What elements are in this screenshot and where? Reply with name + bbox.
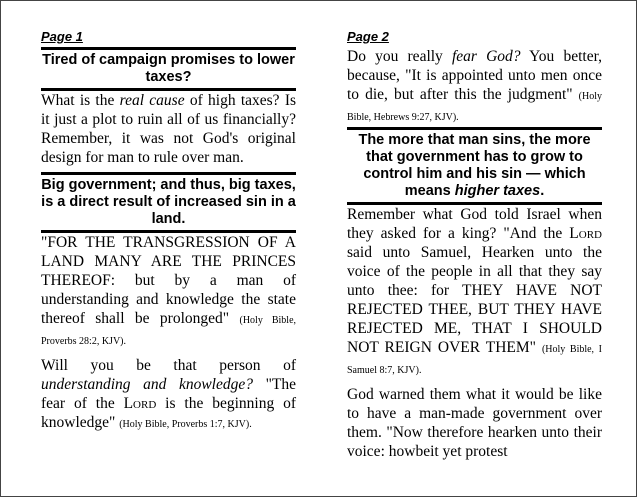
page-2-label: Page 2	[347, 29, 389, 44]
page-1-paragraph-proverbs-1: Will you be that person of understanding and knowledge? "The fear of the Lord is the beginning of knowledge" (Holy Bible, Proverbs 1:7, KJV).	[41, 357, 296, 431]
page-1-paragraph-proverbs-28: "FOR THE TRANSGRESSION OF A LAND MANY ARE THE PRINCES THEREOF: but by a man of understanding and knowledge the state thereof shall be prolonged" (Holy Bible, Proverbs 28:2, KJV).	[41, 234, 297, 347]
page-1-heading-taxes: Tired of campaign promises to lower taxes?	[42, 52, 295, 85]
scripture-reference: (Holy Bible, Proverbs 28:2, KJV).	[41, 315, 297, 347]
scripture-reference: (Holy Bible, Hebrews 9:27, KJV).	[347, 91, 602, 123]
page-2-heading-government-grows: The more that man sins, the more that government has to grow to control him and his sin — which means higher taxes.	[358, 132, 591, 199]
scripture-reference: (Holy Bible, Proverbs 1:7, KJV).	[119, 419, 252, 430]
page-2-paragraph-samuel: Remember what God told Israel when they asked for a king? "And the Lord said unto Samuel, Hearken unto the voice of the people in all that they say unto thee: for THEY HAVE NOT REJECTED THEE, BUT THEY HAVE REJECTED ME, THAT I SHOULD NOT REIGN OVER THEM" (Holy Bible, I Samuel 8:7, KJV).	[347, 206, 602, 376]
scripture-reference: (Holy Bible, I Samuel 8:7, KJV).	[347, 344, 602, 376]
page-2-paragraph-warning: God warned them what it would be like to have a man-made government over them. "Now therefore hearken unto their voice: howbeit yet protest	[347, 386, 602, 460]
page-1-column	[41, 29, 296, 434]
page-1-label: Page 1	[41, 29, 83, 44]
page-1-heading-big-government: Big government; and thus, big taxes, is a direct result of increased sin in a land.	[41, 177, 296, 227]
page-2-column	[347, 29, 602, 461]
page-2-paragraph-fear-god: Do you really fear God? You better, because, "It is appointed unto men once to die, but after this the judgment" (Holy Bible, Hebrews 9:27, KJV).	[347, 48, 602, 123]
page-1-paragraph-real-cause: What is the real cause of high taxes? Is it just a plot to ruin all of us financially? Remember, it was not God's original design for man to rule over man.	[41, 92, 297, 166]
